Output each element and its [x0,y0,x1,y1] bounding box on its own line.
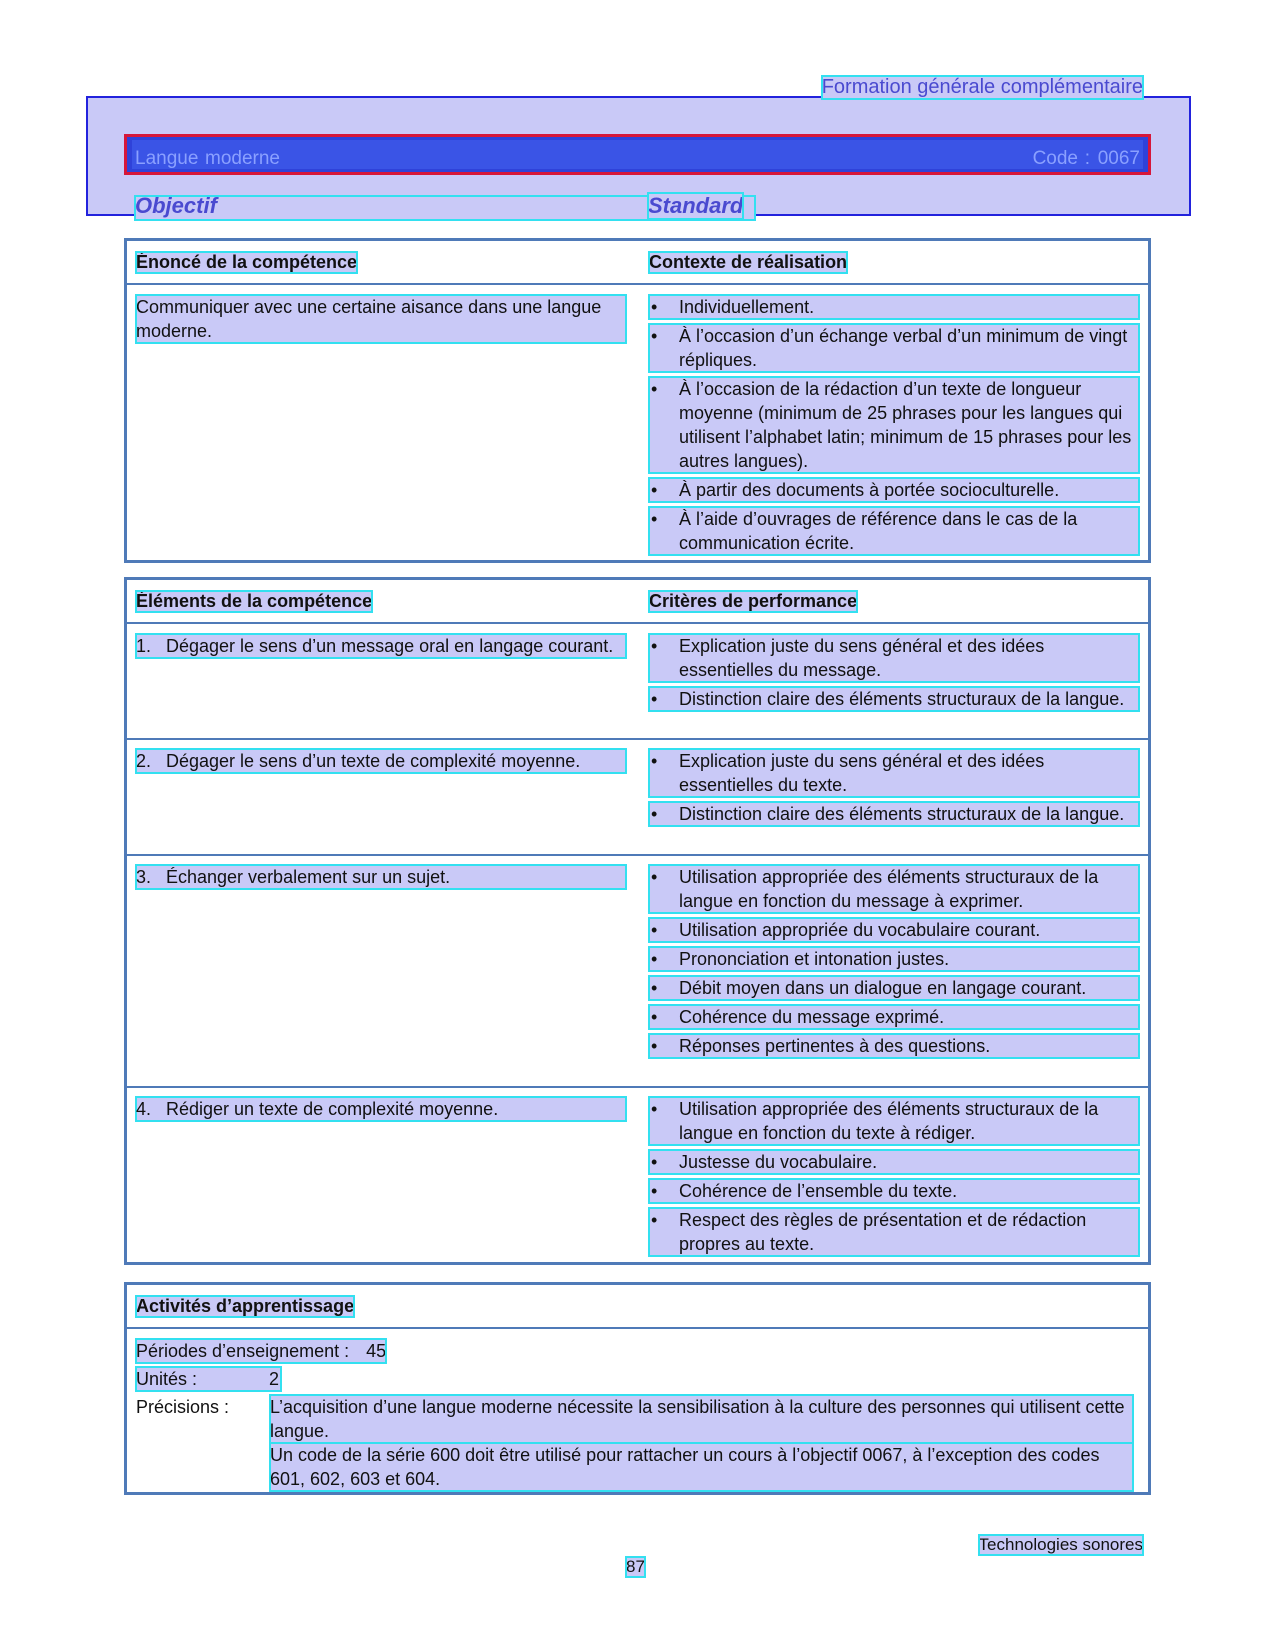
criterion-item: • Utilisation appropriée des éléments structuraux de la langue en fonction du texte à rédiger. [649,1097,1139,1145]
context-item: • À l’occasion d’un échange verbal d’un minimum de vingt répliques. [649,324,1139,372]
competence-statement: Communiquer avec une certaine aisance dans une langue moderne. [136,295,626,343]
page-number: 87 [626,1557,645,1576]
context-item: • À partir des documents à portée socioculturelle. [649,478,1139,502]
criterion-item: • Explication juste du sens général et des idées essentielles du texte. [649,749,1139,797]
element-row-2 [127,738,1148,854]
details-label: Précisions : [136,1397,230,1417]
competence-table [124,238,1151,563]
code-colon: : [1084,148,1090,169]
criteria-header: Critères de performance [649,591,858,611]
criteria-list [649,865,1139,1058]
periods-value: 45 [366,1341,387,1361]
element-text: Rédiger un texte de complexité moyenne. [166,1099,499,1119]
criterion-item: • Distinction claire des éléments structuraux de la langue. [649,802,1139,826]
criterion-item: • Distinction claire des éléments structuraux de la langue. [649,687,1139,711]
details-text-2: Un code de la série 600 doit être utilisé pour rattacher un cours à l’objectif 0067, à l’exception des codes 601, 602, 603 et 604. [270,1443,1133,1491]
periods-label: Périodes d’enseignement : [136,1341,350,1361]
element-number: 4. [136,1099,152,1119]
objectif-label: Objectif [135,193,217,218]
footer-program: Technologies sonores [978,1535,1143,1554]
context-item: • Individuellement. [649,295,1139,319]
element-number: 3. [136,867,152,887]
details-text-1: L’acquisition d’une langue moderne nécessite la sensibilisation à la culture des personnes qui utilisent cette langue. [270,1395,1133,1443]
criterion-item: • Utilisation appropriée des éléments structuraux de la langue en fonction du message à exprimer. [649,865,1139,913]
criterion-item: • Justesse du vocabulaire. [649,1150,1139,1174]
criteria-list [649,749,1139,826]
criterion-item: • Prononciation et intonation justes. [649,947,1139,971]
activities-table [124,1282,1151,1495]
statement-header: Énoncé de la compétence [136,252,358,272]
element-row-1 [127,624,1148,738]
context-header: Contexte de réalisation [649,252,848,272]
element-text: Dégager le sens d’un message oral en langage courant. [166,636,614,656]
standard-label: Standard [648,193,744,218]
title-word-1: Langue [135,148,199,169]
element-row-4 [127,1086,1148,1258]
units-value: 2 [269,1369,280,1389]
context-item: • À l’occasion de la rédaction d’un texte de longueur moyenne (minimum de 25 phrases pour les langues qui utilisent l’alphabet latin; minimum de 15 phrases pour les autres langues). [649,377,1139,473]
units-line [136,1367,281,1391]
element-text: Dégager le sens d’un texte de complexité moyenne. [166,751,581,771]
criterion-item: • Débit moyen dans un dialogue en langage courant. [649,976,1139,1000]
elements-table [124,577,1151,1265]
title-bar [124,134,1151,175]
periods-line [136,1339,386,1363]
element-number: 1. [136,636,152,656]
criterion-item: • Explication juste du sens général et des idées essentielles du message. [649,634,1139,682]
context-list [649,295,1139,555]
criteria-list [649,634,1139,711]
program-name: Formation générale complémentaire [821,76,1143,98]
elements-header: Éléments de la compétence [136,591,373,611]
criteria-list [649,1097,1139,1256]
title-word-2: moderne [205,148,280,169]
competence-row [127,285,1148,555]
criterion-item: • Respect des règles de présentation et de rédaction propres au texte. [649,1208,1139,1256]
activities-header: Activités d’apprentissage [136,1296,355,1316]
element-row-3 [127,854,1148,1086]
context-item: • À l’aide d’ouvrages de référence dans le cas de la communication écrite. [649,507,1139,555]
element-number: 2. [136,751,152,771]
units-label: Unités : [136,1369,198,1389]
criterion-item: • Réponses pertinentes à des questions. [649,1034,1139,1058]
element-text: Échanger verbalement sur un sujet. [166,867,451,887]
criterion-item: • Cohérence du message exprimé. [649,1005,1139,1029]
code-value: 0067 [1097,148,1140,169]
criterion-item: • Utilisation appropriée du vocabulaire courant. [649,918,1139,942]
code-label: Code [1032,148,1078,169]
criterion-item: • Cohérence de l’ensemble du texte. [649,1179,1139,1203]
